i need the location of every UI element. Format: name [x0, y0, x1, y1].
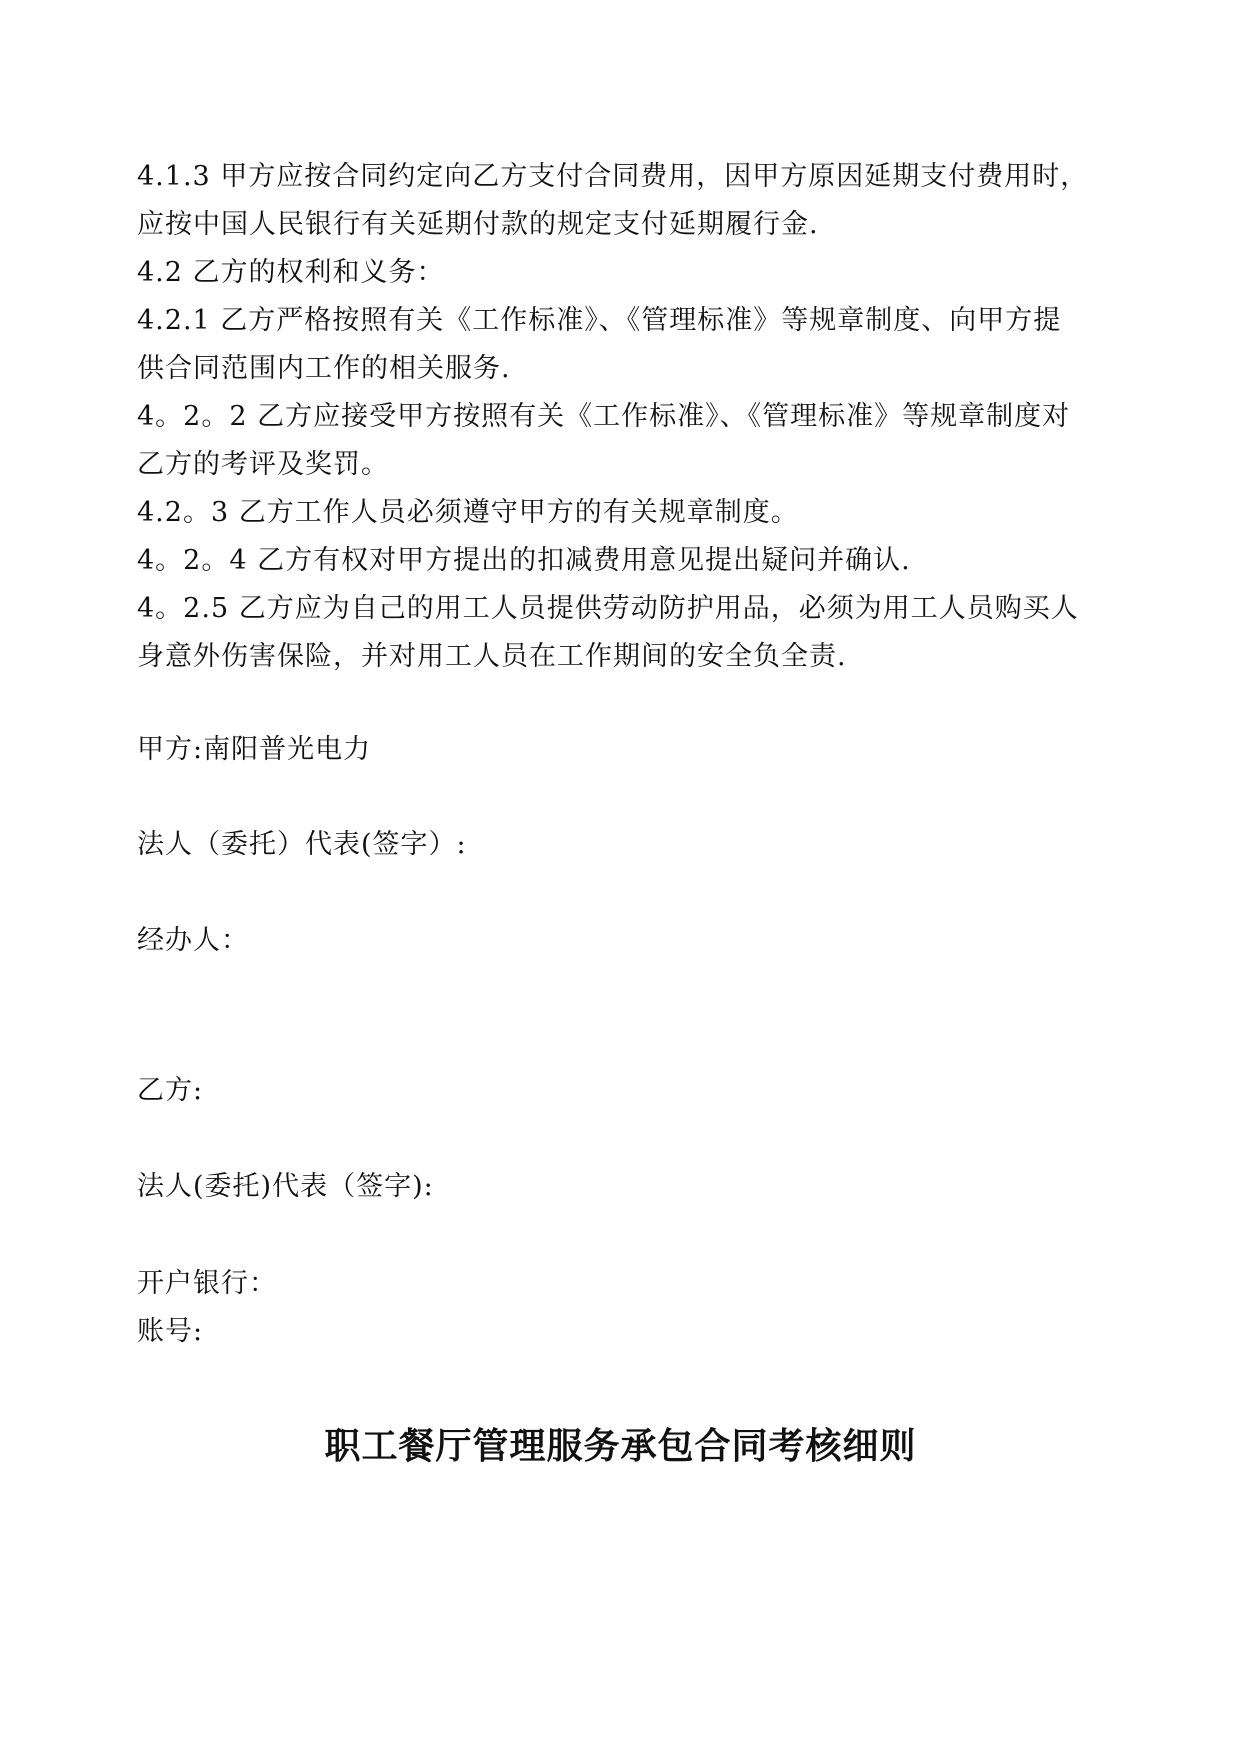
clause-line: 4。2。2 乙方应接受甲方按照有关《工作标准》、《管理标准》等规章制度对	[137, 401, 1071, 432]
clause-line: 4。2.5 乙方应为自己的用工人员提供劳动防护用品，必须为用工人员购买人	[137, 593, 1079, 624]
account-label: 账号:	[137, 1316, 204, 1347]
party-b-representative: 法人(委托)代表（签字):	[137, 1171, 434, 1202]
contract-clauses	[137, 153, 1117, 681]
clause-line: 乙方的考评及奖罚。	[137, 449, 389, 480]
clause-heading: 4.2 乙方的权利和义务：	[137, 257, 445, 288]
clause-line: 应按中国人民银行有关延期付款的规定支付延期履行金.	[137, 209, 819, 240]
party-a-representative: 法人（委托）代表(签字）:	[137, 829, 467, 860]
party-b-label: 乙方:	[137, 1075, 204, 1106]
section-title: 职工餐厅管理服务承包合同考核细则	[324, 1426, 917, 1467]
clause-line: 4.2.1 乙方严格按照有关《工作标准》、《管理标准》等规章制度、向甲方提	[137, 305, 1062, 336]
clause-line: 4.1.3 甲方应按合同约定向乙方支付合同费用，因甲方原因延期支付费用时，	[137, 161, 1089, 192]
clause-line: 4.2。3 乙方工作人员必须遵守甲方的有关规章制度。	[137, 497, 799, 528]
bank-label: 开户银行：	[137, 1268, 277, 1299]
party-a-label: 甲方:南阳普光电力	[137, 734, 372, 765]
clause-line: 4。2。4 乙方有权对甲方提出的扣减费用意见提出疑问并确认.	[137, 545, 911, 576]
clause-line: 供合同范围内工作的相关服务.	[137, 353, 511, 384]
clause-line: 身意外伤害保险，并对用工人员在工作期间的安全负全责.	[137, 641, 847, 672]
handler-label: 经办人：	[137, 925, 249, 956]
